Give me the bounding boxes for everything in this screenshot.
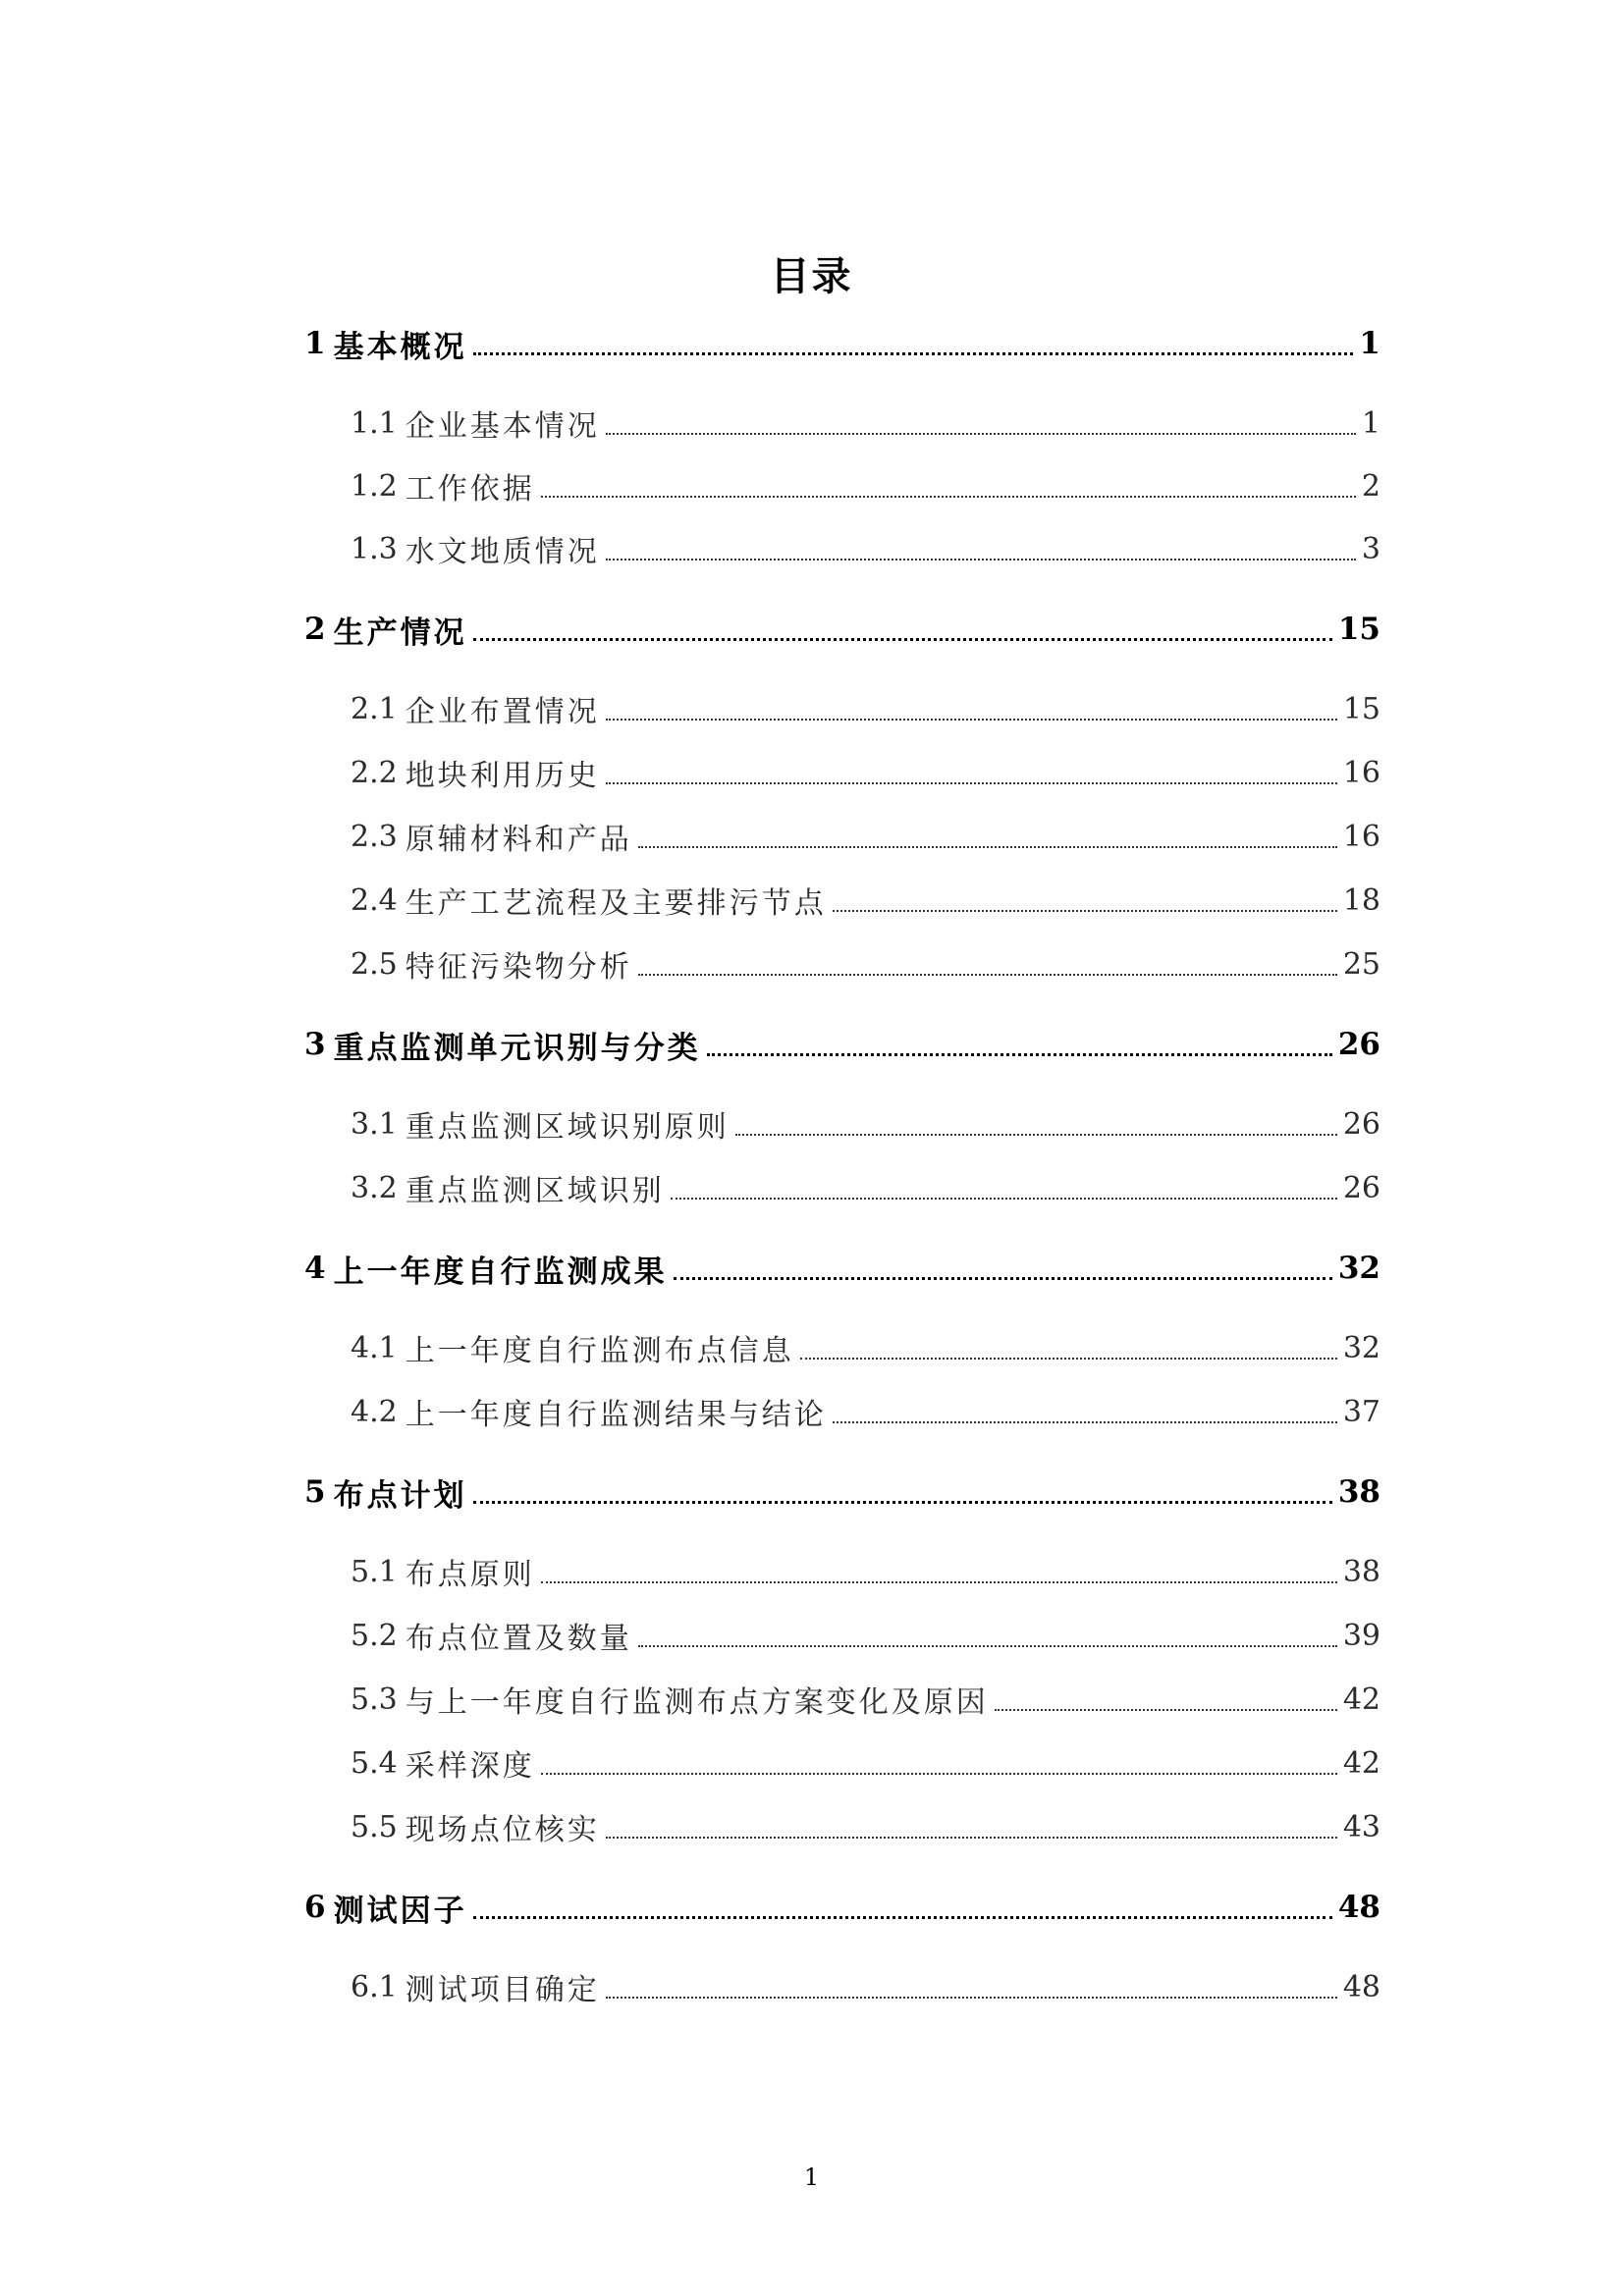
toc-dot-leader <box>833 910 1337 912</box>
toc-entry-title: 布点原则 <box>405 1558 535 1592</box>
toc-entry-number: 6 <box>304 1890 326 1925</box>
toc-chapter-entry[interactable] <box>304 608 1380 651</box>
toc-entry-page: 48 <box>1337 1890 1380 1925</box>
toc-entry-title: 企业布置情况 <box>405 695 600 729</box>
toc-entry-title: 采样深度 <box>405 1749 535 1784</box>
toc-entry-page: 26 <box>1337 1027 1380 1062</box>
toc-dot-leader <box>606 1997 1337 1999</box>
toc-entry-title: 重点监测区域识别原则 <box>405 1110 730 1145</box>
toc-entry-page: 26 <box>1342 1170 1380 1205</box>
toc-entry-page: 2 <box>1361 468 1380 504</box>
toc-entry-title: 重点监测单元识别与分类 <box>333 1030 701 1066</box>
toc-dot-leader <box>541 496 1356 498</box>
toc-entry-number: 3.1 <box>351 1106 398 1142</box>
toc-dot-leader <box>606 433 1356 435</box>
toc-entry-number: 5.5 <box>351 1809 398 1844</box>
toc-dot-leader <box>606 782 1337 784</box>
toc-dot-leader <box>671 1198 1337 1200</box>
toc-entry-page: 15 <box>1337 612 1380 647</box>
toc-entry-title: 地块利用历史 <box>405 759 600 793</box>
toc-entry-title: 布点计划 <box>333 1477 467 1514</box>
toc-dot-leader <box>541 1581 1337 1583</box>
toc-entry-page: 42 <box>1342 1682 1380 1717</box>
toc-entry-number: 6.1 <box>351 1969 398 2004</box>
toc-entry-number: 2.3 <box>351 819 398 854</box>
toc-entry-page: 16 <box>1342 819 1380 854</box>
toc-dot-leader <box>638 1645 1337 1647</box>
toc-entry-page: 16 <box>1342 755 1380 790</box>
toc-entry-number: 2 <box>304 612 326 647</box>
toc-entry-number: 1.1 <box>351 405 398 441</box>
toc-dot-leader <box>606 559 1356 561</box>
toc-dot-leader <box>541 1773 1337 1775</box>
toc-entry-page: 1 <box>1359 326 1380 361</box>
toc-entry-title: 生产工艺流程及主要排污节点 <box>405 886 827 921</box>
toc-entry-page: 39 <box>1342 1618 1380 1653</box>
toc-section-entry[interactable] <box>351 815 1380 858</box>
toc-entry-page: 15 <box>1342 691 1380 726</box>
toc-entry-title: 重点监测区域识别 <box>405 1174 665 1208</box>
toc-section-entry[interactable] <box>351 1102 1380 1146</box>
toc-chapter-entry[interactable] <box>304 1247 1380 1290</box>
toc-entry-title: 布点位置及数量 <box>405 1622 632 1656</box>
toc-entry-title: 工作依据 <box>405 472 535 507</box>
toc-entry-title: 原辅材料和产品 <box>405 823 632 857</box>
toc-entry-number: 3.2 <box>351 1170 398 1205</box>
toc-dot-leader <box>606 719 1337 721</box>
toc-entry-number: 1.3 <box>351 531 398 566</box>
toc-entry-page: 1 <box>1361 405 1380 441</box>
toc-entry-title: 测试项目确定 <box>405 1973 600 2007</box>
toc-section-entry[interactable] <box>351 1805 1380 1848</box>
toc-entry-title: 生产情况 <box>333 614 467 651</box>
toc-entry-number: 5.2 <box>351 1618 398 1653</box>
toc-dot-leader <box>833 1421 1337 1423</box>
toc-chapter-entry[interactable] <box>304 322 1380 365</box>
toc-entry-number: 5.1 <box>351 1554 398 1589</box>
toc-section-entry[interactable] <box>351 464 1380 507</box>
toc-entry-number: 5 <box>304 1474 326 1510</box>
toc-dot-leader <box>638 846 1337 848</box>
toc-chapter-entry[interactable] <box>304 1023 1380 1066</box>
toc-entry-page: 18 <box>1342 882 1380 918</box>
toc-entry-page: 42 <box>1342 1745 1380 1781</box>
toc-entry-number: 2.5 <box>351 946 398 982</box>
toc-section-entry[interactable] <box>351 687 1380 730</box>
toc-dot-leader <box>674 1277 1332 1280</box>
toc-entry-page: 32 <box>1337 1251 1380 1286</box>
toc-dot-leader <box>707 1053 1332 1056</box>
toc-entry-title: 上一年度自行监测结果与结论 <box>405 1398 827 1432</box>
toc-entry-title: 现场点位核实 <box>405 1813 600 1847</box>
toc-dot-leader <box>473 638 1332 641</box>
toc-entry-title: 上一年度自行监测成果 <box>333 1254 668 1290</box>
toc-entry-number: 3 <box>304 1027 326 1062</box>
toc-chapter-entry[interactable] <box>304 1470 1380 1514</box>
toc-dot-leader <box>473 1501 1332 1504</box>
toc-section-entry[interactable] <box>351 1678 1380 1721</box>
toc-entry-page: 32 <box>1342 1330 1380 1365</box>
toc-entry-page: 38 <box>1337 1474 1380 1510</box>
toc-entry-title: 水文地质情况 <box>405 535 600 569</box>
page-number: 1 <box>803 2163 820 2191</box>
toc-entry-page: 48 <box>1342 1969 1380 2004</box>
toc-entry-title: 测试因子 <box>333 1893 467 1929</box>
toc-dot-leader <box>638 974 1337 976</box>
toc-entry-title: 基本概况 <box>333 329 467 365</box>
toc-section-entry[interactable] <box>351 1390 1380 1433</box>
toc-section-entry[interactable] <box>351 942 1380 986</box>
toc-entry-number: 1.2 <box>351 468 398 504</box>
toc-entry-title: 企业基本情况 <box>405 409 600 444</box>
toc-entry-page: 25 <box>1342 946 1380 982</box>
toc-dot-leader <box>606 1837 1337 1839</box>
toc-entry-number: 4 <box>304 1251 326 1286</box>
toc-entry-number: 5.3 <box>351 1682 398 1717</box>
toc-section-entry[interactable] <box>351 1326 1380 1369</box>
toc-dot-leader <box>473 352 1354 355</box>
toc-section-entry[interactable] <box>351 1550 1380 1593</box>
toc-section-entry[interactable] <box>351 527 1380 570</box>
toc-entry-page: 38 <box>1342 1554 1380 1589</box>
toc-dot-leader <box>735 1134 1337 1136</box>
toc-entry-page: 37 <box>1342 1394 1380 1429</box>
toc-entry-page: 3 <box>1361 531 1380 566</box>
toc-entry-title: 与上一年度自行监测布点方案变化及原因 <box>405 1685 989 1720</box>
toc-entry-title: 特征污染物分析 <box>405 950 632 985</box>
toc-section-entry[interactable] <box>351 879 1380 922</box>
toc-entry-number: 2.4 <box>351 882 398 918</box>
toc-dot-leader <box>473 1916 1332 1919</box>
page-title: 目录 <box>770 254 853 299</box>
toc-section-entry[interactable] <box>351 1965 1380 2008</box>
toc-entry-number: 5.4 <box>351 1745 398 1781</box>
toc-section-entry[interactable] <box>351 1166 1380 1209</box>
toc-section-entry[interactable] <box>351 401 1380 445</box>
toc-entry-number: 1 <box>304 326 326 361</box>
toc-entry-number: 2.2 <box>351 755 398 790</box>
toc-entry-number: 4.2 <box>351 1394 398 1429</box>
toc-chapter-entry[interactable] <box>304 1886 1380 1929</box>
toc-section-entry[interactable] <box>351 1741 1380 1785</box>
toc-entry-number: 2.1 <box>351 691 398 726</box>
toc-section-entry[interactable] <box>351 1614 1380 1657</box>
toc-section-entry[interactable] <box>351 751 1380 794</box>
toc-entry-title: 上一年度自行监测布点信息 <box>405 1334 794 1368</box>
toc-dot-leader <box>800 1358 1337 1360</box>
toc-entry-number: 4.1 <box>351 1330 398 1365</box>
toc-entry-page: 26 <box>1342 1106 1380 1142</box>
toc-dot-leader <box>995 1709 1337 1711</box>
toc-entry-page: 43 <box>1342 1809 1380 1844</box>
